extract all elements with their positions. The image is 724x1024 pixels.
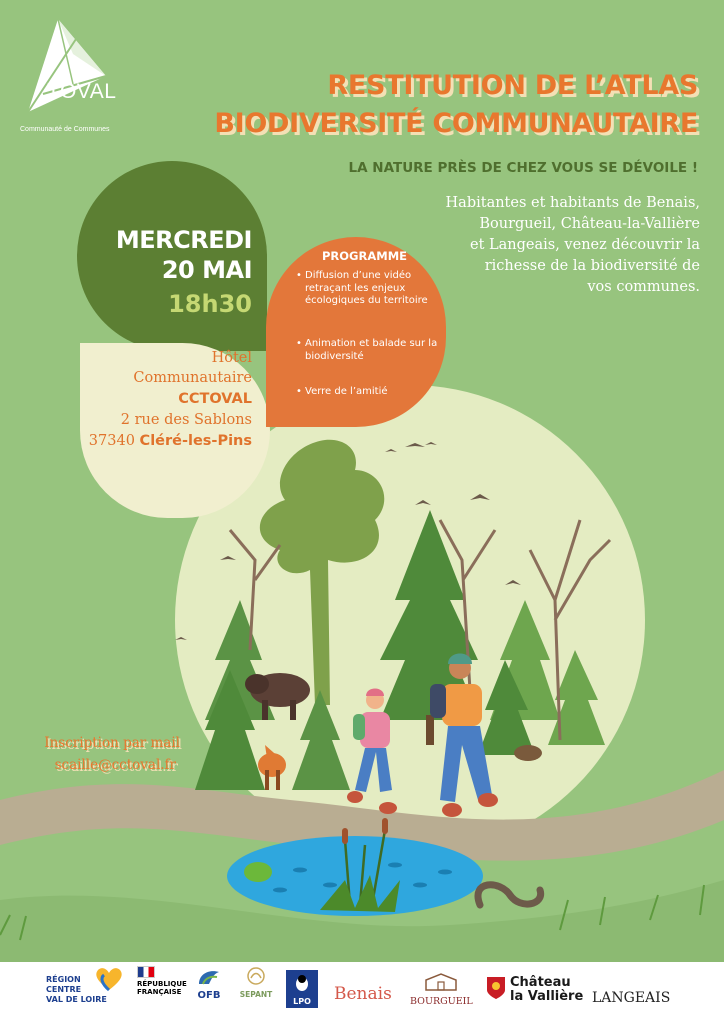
programme-item: • Verre de l’amitié (305, 386, 440, 399)
building-icon (424, 972, 458, 992)
address-postcode: 37340 (88, 433, 135, 449)
republique-logo (137, 966, 187, 996)
address-venue: CCTOVAL (178, 391, 252, 407)
bird-icon (292, 973, 312, 993)
event-time: 18h30 (168, 290, 252, 318)
republique-line: RÉPUBLIQUE (137, 980, 187, 988)
inscription-email[interactable]: scaille@cctoval.fr (54, 757, 176, 773)
ofb-icon (197, 968, 221, 986)
programme-title: PROGRAMME (322, 249, 407, 263)
sepant-logo (236, 966, 276, 999)
intro-line: et Langeais, venez découvrir la (469, 237, 700, 253)
intro-line: Bourgueil, Château-la-Vallière (479, 216, 700, 232)
intro-line: richesse de la biodiversité de (484, 258, 700, 274)
lpo-logo (286, 970, 318, 1008)
toval-logo (18, 14, 138, 139)
intro-line: Habitantes et habitants de Benais, (445, 195, 700, 211)
ofb-text: OFB (197, 990, 221, 1001)
region-line: VAL DE LOIRE (46, 995, 107, 1004)
event-day: MERCREDI (115, 226, 252, 254)
address-line: Communautaire (133, 370, 252, 386)
inscription-label: Inscription par mail (44, 735, 180, 751)
intro-line: vos communes. (587, 279, 700, 295)
bourgueil-text: BOURGUEIL (410, 996, 473, 1007)
republique-line: FRANÇAISE (137, 988, 182, 996)
programme-bubble (266, 237, 446, 427)
address-city: Cléré-les-Pins (139, 433, 252, 449)
programme-item: • Diffusion d’une vidéo retraçant les enjeux écologiques du territoire (305, 270, 440, 308)
address-line: Hôtel (211, 350, 252, 366)
region-line: RÉGION (46, 975, 81, 984)
intro-text (414, 193, 700, 298)
chateau-text-1: Château (510, 975, 571, 990)
tagline: LA NATURE PRÈS DE CHEZ VOUS SE DÉVOILE ! (348, 160, 698, 176)
bourgueil-logo (410, 972, 472, 1007)
title-line-1: RESTITUTION DE L’ATLAS (327, 70, 698, 101)
programme-item: • Animation et balade sur la biodiversité (305, 338, 440, 363)
region-line: CENTRE (46, 985, 82, 994)
shield-icon (486, 976, 506, 1000)
event-date: 20 MAI (161, 256, 252, 284)
sepant-icon (245, 966, 267, 986)
chateau-text-2: la Vallière (510, 989, 584, 1004)
lpo-text: LPO (293, 997, 311, 1006)
sepant-text: SEPANT (239, 990, 273, 999)
address-street: 2 rue des Sablons (120, 412, 252, 428)
logo-name: TOVAL (47, 80, 117, 103)
title-line-2: BIODIVERSITÉ COMMUNAUTAIRE (214, 108, 698, 139)
region-heart-icon (92, 966, 126, 992)
langeais-logo: LANGEAIS (592, 990, 671, 1006)
ofb-logo (192, 968, 226, 1001)
benais-logo: Benais (334, 984, 392, 1004)
logo-subtitle: Communauté de Communes (20, 126, 110, 133)
address-city-line (80, 433, 252, 449)
